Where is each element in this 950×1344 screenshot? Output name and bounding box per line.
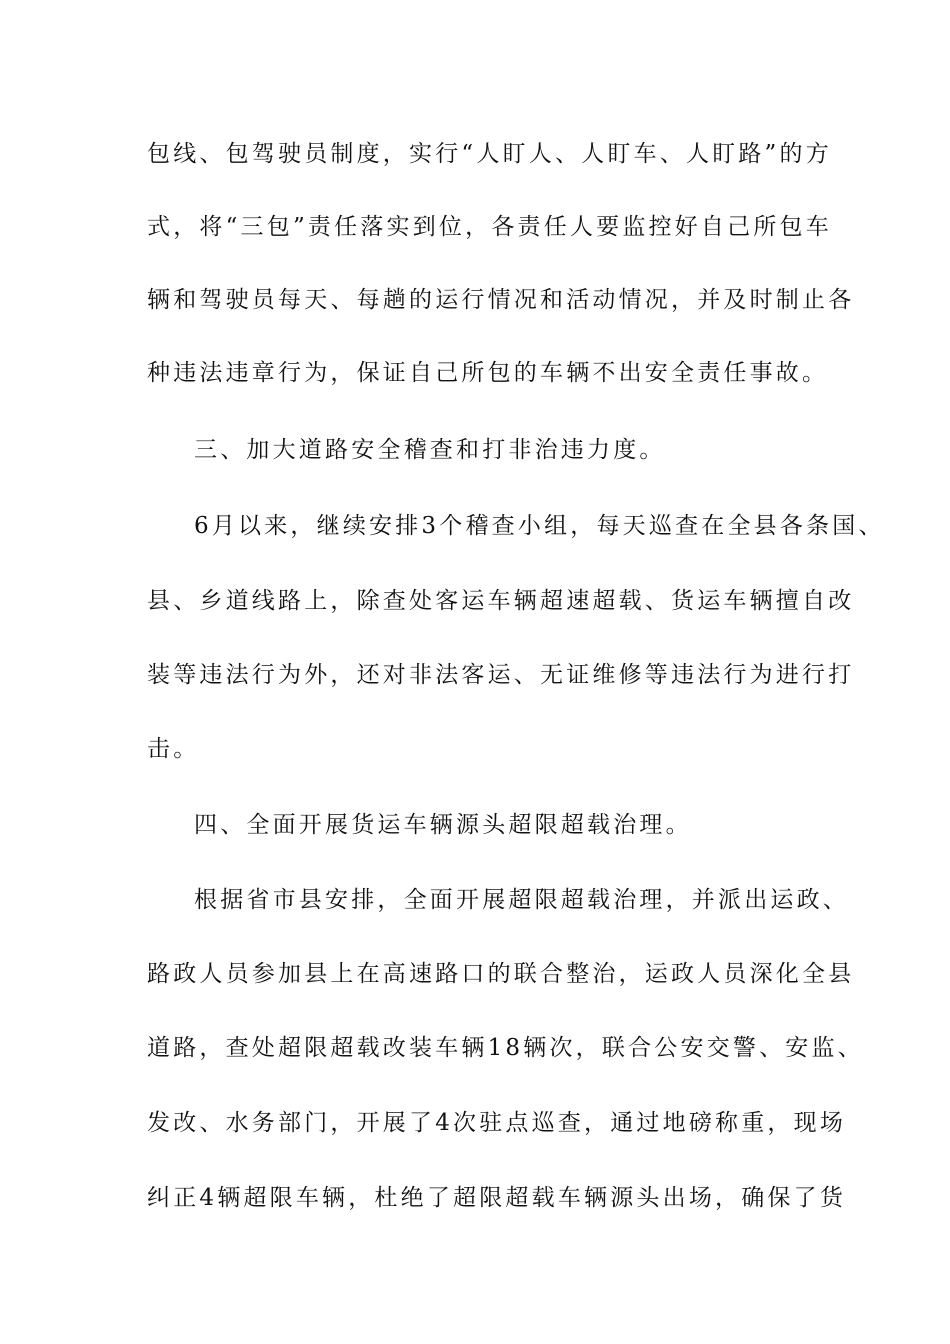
text-line: 辆和驾驶员每天、每趟的运行情况和活动情况，并及时制止各	[147, 287, 855, 313]
text-line: 道路，查处超限超载改装车辆18辆次，联合公安交警、安监、	[147, 1035, 864, 1061]
text-line: 县、乡道线路上，除查处客运车辆超速超载、货运车辆擅自改	[147, 588, 855, 614]
text-line: 6月以来，继续安排3个稽查小组，每天巡查在全县各条国、	[194, 513, 885, 539]
section-heading: 三、加大道路安全稽查和打非治违力度。	[194, 437, 666, 463]
text-line: 纠正4辆超限车辆，杜绝了超限超载车辆源头出场，确保了货	[147, 1185, 847, 1211]
text-line: 装等违法行为外，还对非法客运、无证维修等违法行为进行打	[147, 662, 855, 688]
text-line: 式，将“三包”责任落实到位，各责任人要监控好自己所包车	[147, 214, 832, 240]
text-line: 击。	[147, 736, 200, 762]
text-line: 发改、水务部门，开展了4次驻点巡查，通过地磅称重，现场	[147, 1110, 847, 1136]
text-line: 路政人员参加县上在高速路口的联合整治，运政人员深化全县	[147, 961, 855, 987]
text-line: 根据省市县安排，全面开展超限超载治理，并派出运政、	[194, 887, 849, 913]
text-line: 种违法违章行为，保证自己所包的车辆不出安全责任事故。	[147, 360, 829, 386]
section-heading: 四、全面开展货运车辆源头超限超载治理。	[194, 812, 692, 838]
text-line: 包线、包驾驶员制度，实行“人盯人、人盯车、人盯路”的方	[147, 141, 832, 167]
